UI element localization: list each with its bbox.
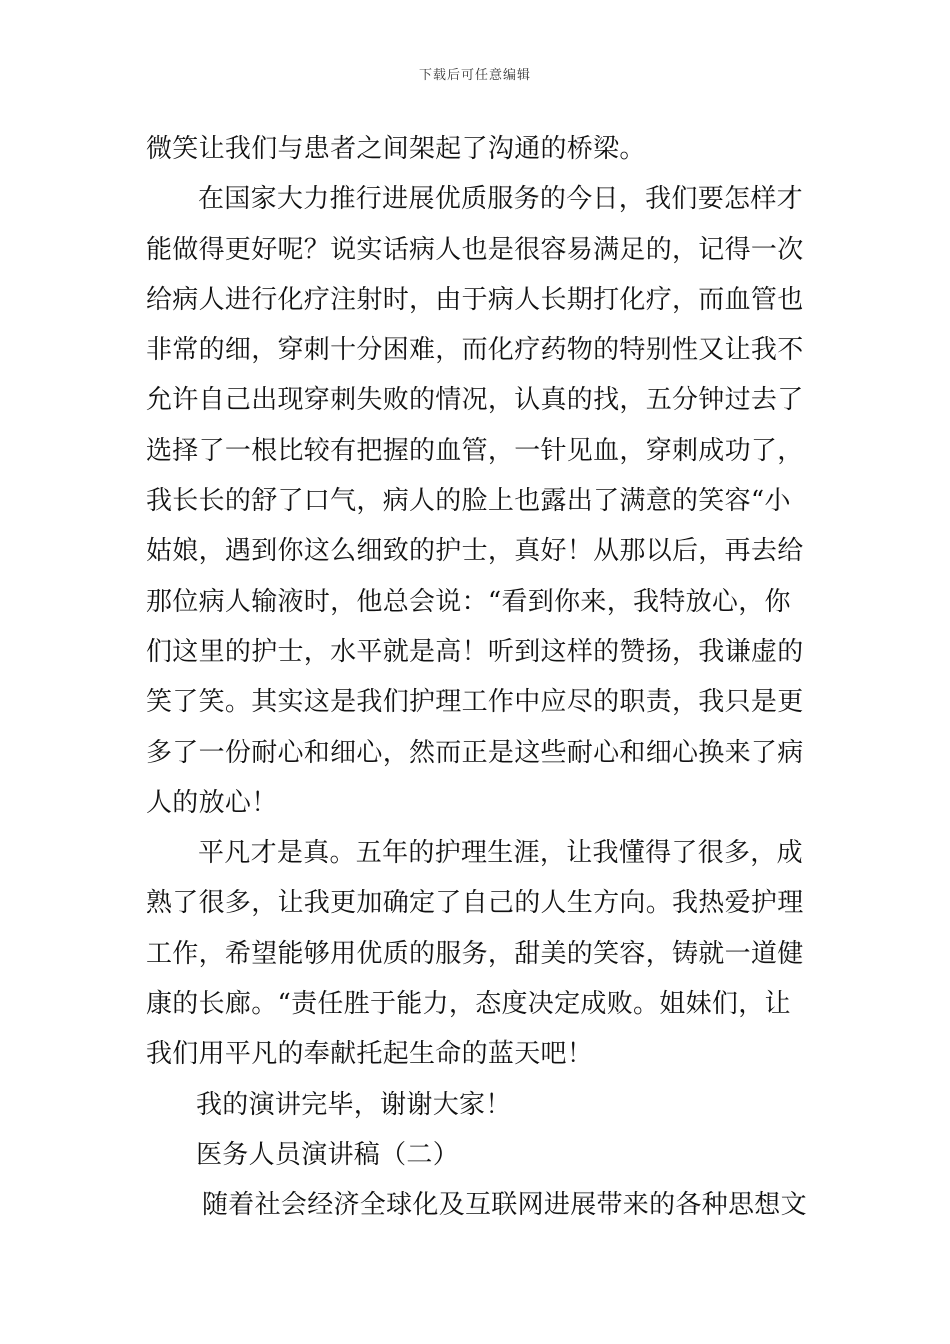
text-line: 康的长廊。“责任胜于能力，态度决定成败。姐妹们，让 [146, 989, 791, 1020]
text-line: 人的放心！ [146, 787, 278, 818]
text-line: 多了一份耐心和细心，然而正是这些耐心和细心换来了病 [146, 737, 804, 768]
text-line: 那位病人输液时，他总会说：“看到你来，我特放心，你 [146, 586, 791, 617]
text-line: 给病人进行化疗注射时，由于病人长期打化疗，而血管也 [146, 284, 804, 315]
text-line: 我们用平凡的奉献托起生命的蓝天吧！ [146, 1039, 594, 1070]
text-line: 微笑让我们与患者之间架起了沟通的桥梁。 [146, 134, 646, 164]
text-line: 平凡才是真。五年的护理生涯，让我懂得了很多，成 [198, 838, 803, 869]
text-line: 我的演讲完毕，谢谢大家！ [196, 1089, 512, 1120]
text-line: 姑娘，遇到你这么细致的护士，真好！从那以后，再去给 [146, 536, 804, 567]
text-line: 熟了很多，让我更加确定了自己的人生方向。我热爱护理 [146, 888, 804, 919]
text-line: 能做得更好呢？说实话病人也是很容易满足的，记得一次 [146, 234, 804, 265]
text-line: 在国家大力推行进展优质服务的今日，我们要怎样才 [198, 184, 803, 215]
text-line: 随着社会经济全球化及互联网进展带来的各种思想文 [202, 1190, 807, 1221]
text-line: 允许自己出现穿刺失败的情况，认真的找，五分钟过去了 [146, 385, 804, 416]
text-line: 们这里的护士，水平就是高！听到这样的赞扬，我谦虚的 [146, 636, 804, 667]
text-line: 工作，希望能够用优质的服务，甜美的笑容，铸就一道健 [146, 938, 804, 969]
text-line: 笑了笑。其实这是我们护理工作中应尽的职责，我只是更 [146, 687, 804, 718]
page-header-note: 下载后可任意编辑 [418, 68, 531, 83]
text-line: 我长长的舒了口气，病人的脸上也露出了满意的笑容“小 [146, 486, 791, 517]
document-body [146, 124, 810, 1231]
text-line: 非常的细，穿刺十分困难，而化疗药物的特别性又让我不 [146, 335, 804, 366]
section-heading: 医务人员演讲稿（二） [196, 1139, 460, 1170]
text-line: 选择了一根比较有把握的血管，一针见血，穿刺成功了， [146, 435, 804, 466]
